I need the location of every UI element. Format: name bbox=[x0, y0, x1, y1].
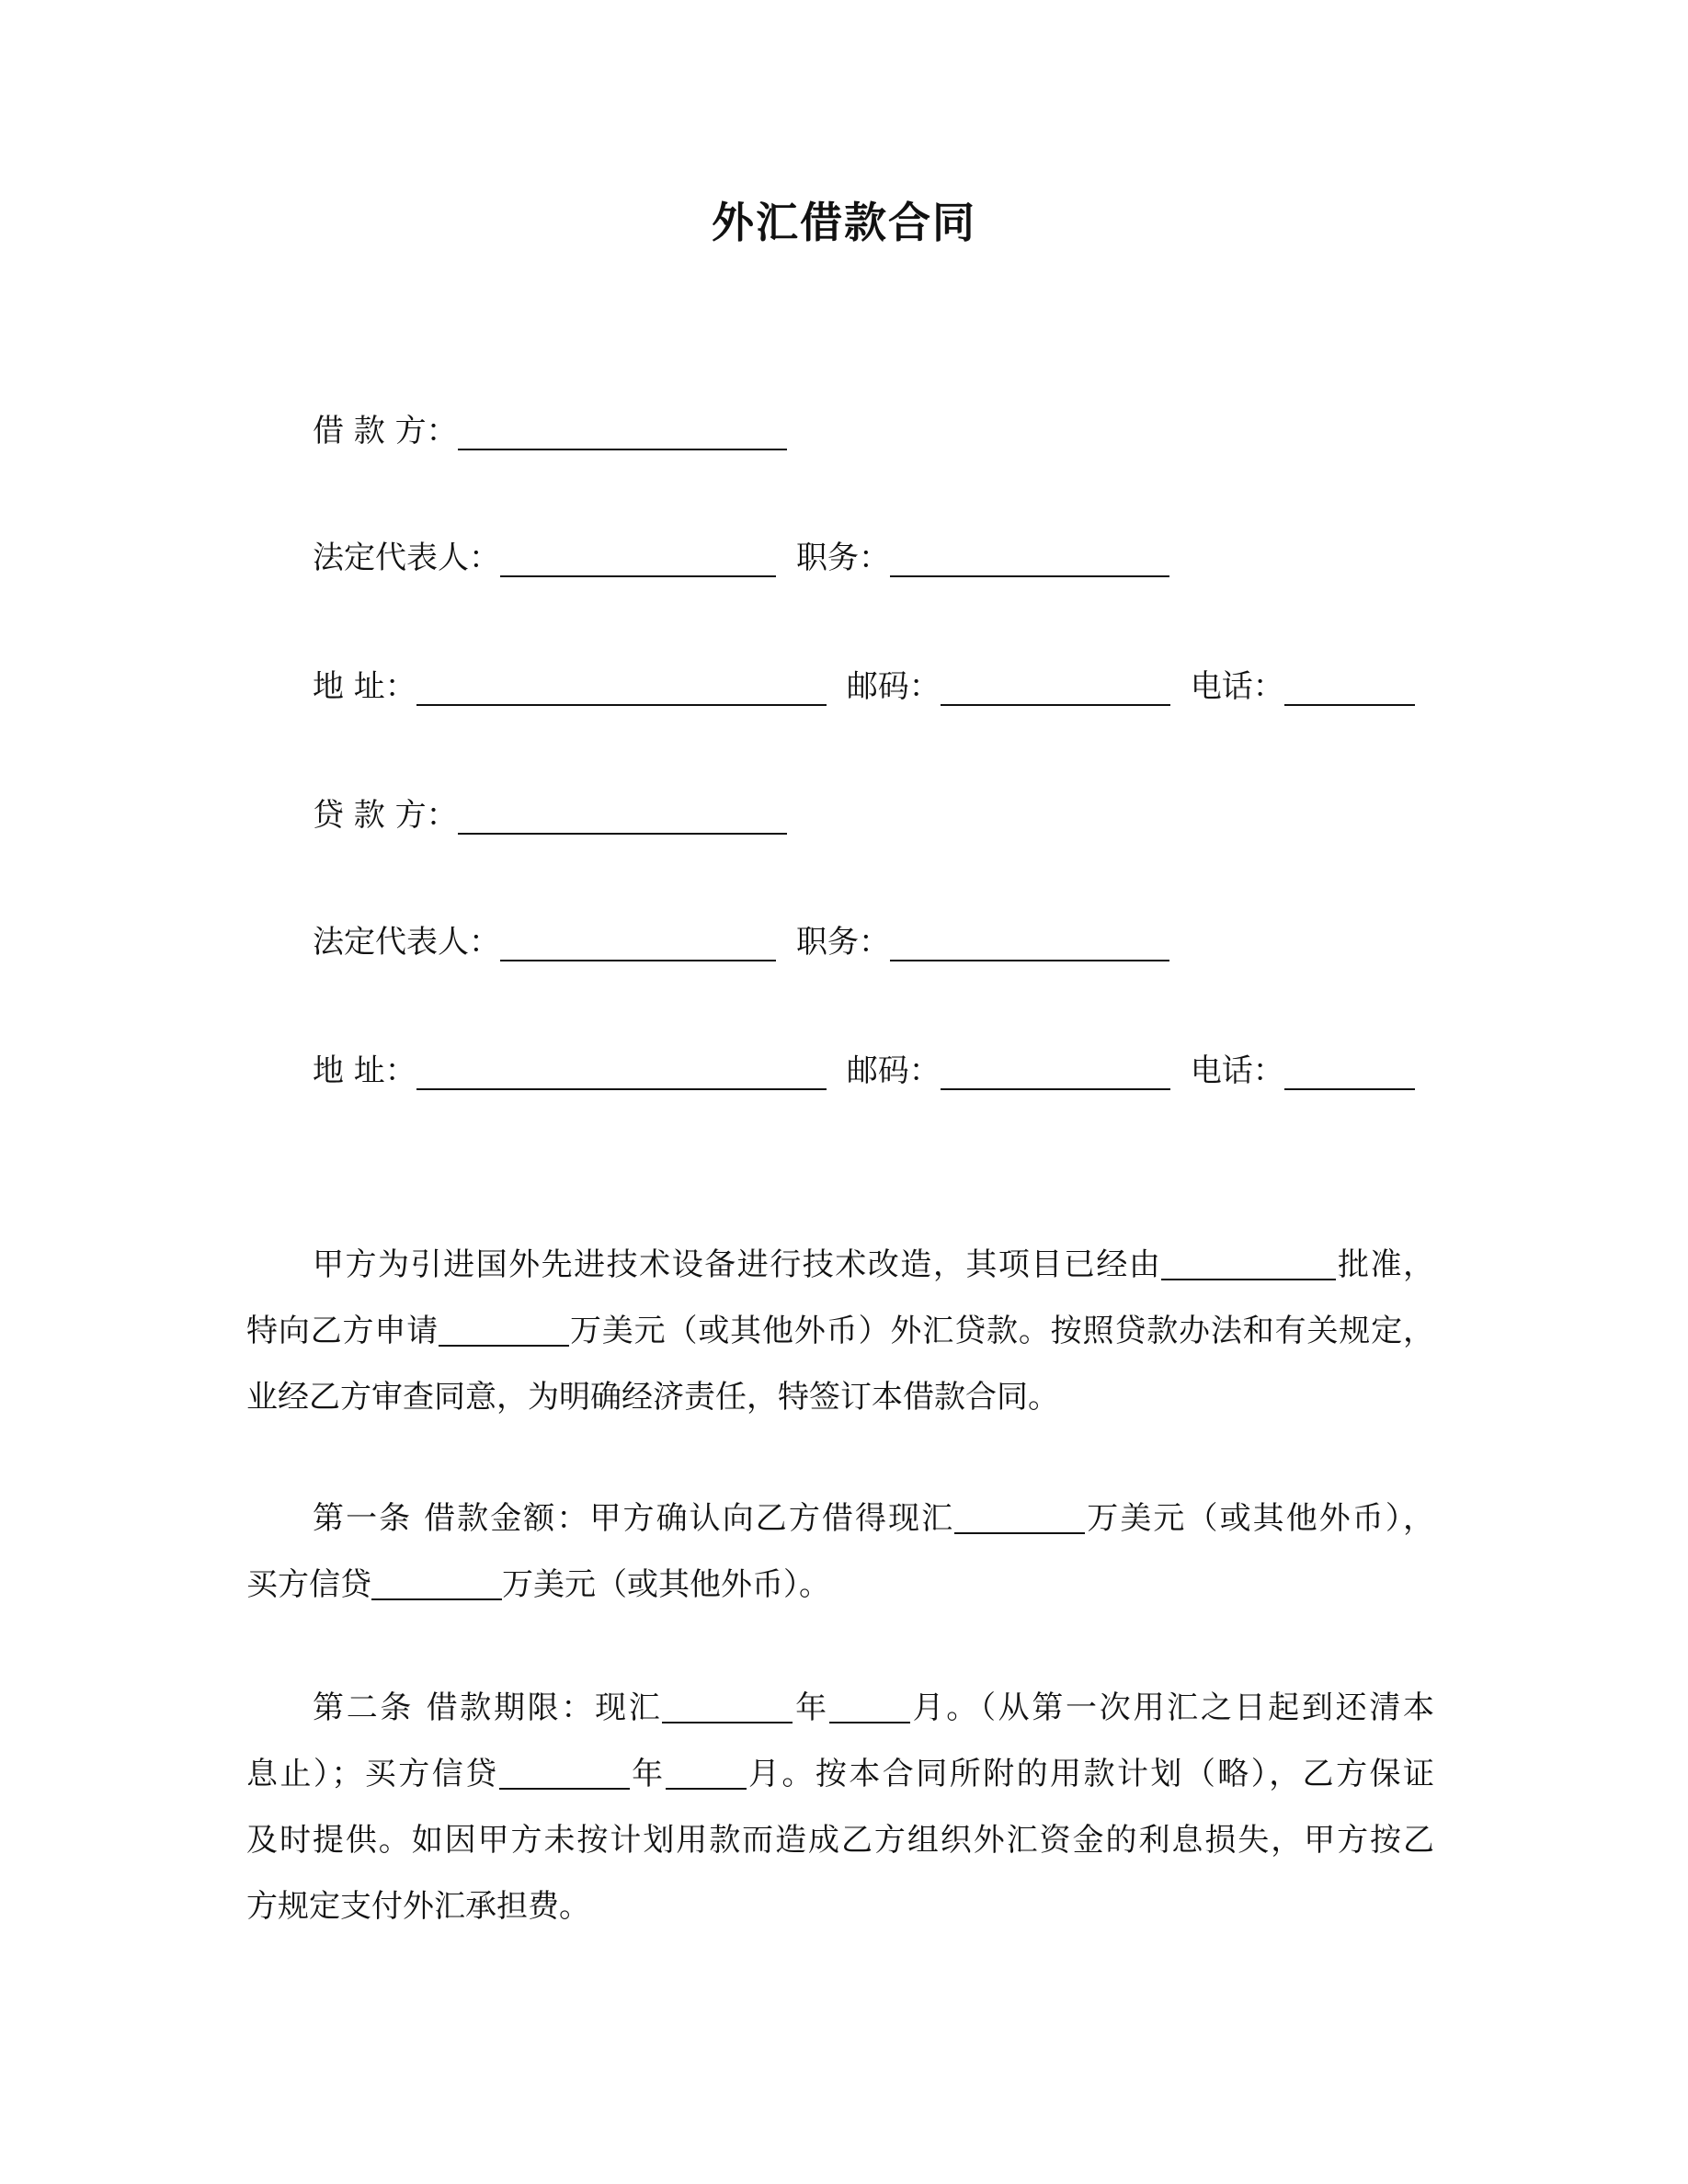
spot-term-month-blank[interactable] bbox=[829, 1685, 910, 1723]
legal-rep-blank[interactable] bbox=[500, 925, 776, 961]
address-label: 地 址： bbox=[313, 1052, 416, 1089]
borrower-blank[interactable] bbox=[458, 414, 787, 450]
legal-rep-blank[interactable] bbox=[500, 540, 776, 577]
paragraph-line: 及时提供。如因甲方未按计划用款而造成乙方组织外汇资金的利息损失，甲方按乙 bbox=[246, 1822, 1434, 1859]
postcode-blank[interactable] bbox=[941, 669, 1170, 706]
paragraph-line: 第一条 借款金额：甲方确认向乙方借得现汇 万美元（或其他外币）， bbox=[246, 1485, 1434, 1552]
position-label: 职务： bbox=[796, 540, 890, 576]
address-blank[interactable] bbox=[416, 669, 827, 706]
postcode-label: 邮码： bbox=[846, 1052, 941, 1089]
legal-rep-label: 法定代表人： bbox=[313, 540, 500, 576]
paragraph-line: 方规定支付外汇承担费。 bbox=[246, 1888, 590, 1925]
phone-blank[interactable] bbox=[1284, 669, 1415, 706]
spot-exchange-amount-blank[interactable] bbox=[954, 1496, 1085, 1534]
lender-legal-rep-row bbox=[313, 919, 1169, 965]
approval-authority-blank[interactable] bbox=[1161, 1242, 1336, 1280]
borrower-row bbox=[313, 408, 787, 454]
position-blank[interactable] bbox=[890, 925, 1169, 961]
postcode-blank[interactable] bbox=[941, 1053, 1170, 1090]
phone-label: 电话： bbox=[1190, 668, 1284, 705]
spot-term-year-blank[interactable] bbox=[662, 1685, 793, 1723]
paragraph-line: 业经乙方审查同意，为明确经济责任，特签订本借款合同。 bbox=[246, 1379, 1059, 1416]
loan-amount-blank[interactable] bbox=[439, 1308, 569, 1347]
paragraph-line: 特向乙方申请 万美元（或其他外币）外汇贷款。按照贷款办法和有关规定， bbox=[246, 1298, 1434, 1364]
borrower-address-row bbox=[313, 664, 1415, 710]
postcode-label: 邮码： bbox=[846, 668, 941, 705]
article-1 bbox=[246, 1485, 1434, 1618]
phone-blank[interactable] bbox=[1284, 1053, 1415, 1090]
address-blank[interactable] bbox=[416, 1053, 827, 1090]
lender-row bbox=[313, 792, 787, 838]
lender-address-row bbox=[313, 1048, 1415, 1094]
borrower-legal-rep-row bbox=[313, 535, 1169, 581]
legal-rep-label: 法定代表人： bbox=[313, 924, 500, 961]
position-blank[interactable] bbox=[890, 540, 1169, 577]
credit-term-month-blank[interactable] bbox=[666, 1751, 747, 1790]
borrower-label: 借 款 方： bbox=[313, 413, 458, 449]
page-title: 外汇借款合同 bbox=[712, 198, 976, 247]
phone-label: 电话： bbox=[1190, 1052, 1284, 1089]
address-label: 地 址： bbox=[313, 668, 416, 705]
paragraph-line: 买方信贷 万美元（或其他外币）。 bbox=[246, 1552, 1434, 1618]
buyer-credit-amount-blank[interactable] bbox=[371, 1562, 502, 1600]
lender-label: 贷 款 方： bbox=[313, 797, 458, 834]
position-label: 职务： bbox=[796, 924, 890, 961]
paragraph-line: 第二条 借款期限：现汇 年 月。（从第一次用汇之日起到还清本 bbox=[246, 1675, 1434, 1741]
credit-term-year-blank[interactable] bbox=[499, 1751, 630, 1790]
intro-paragraph bbox=[246, 1232, 1434, 1430]
paragraph-line: 甲方为引进国外先进技术设备进行技术改造，其项目已经由 批准， bbox=[246, 1232, 1434, 1298]
paragraph-line: 息止）；买方信贷 年 月。按本合同所附的用款计划（略），乙方保证 bbox=[246, 1741, 1434, 1807]
article-2 bbox=[246, 1675, 1434, 1939]
lender-blank[interactable] bbox=[458, 798, 787, 835]
